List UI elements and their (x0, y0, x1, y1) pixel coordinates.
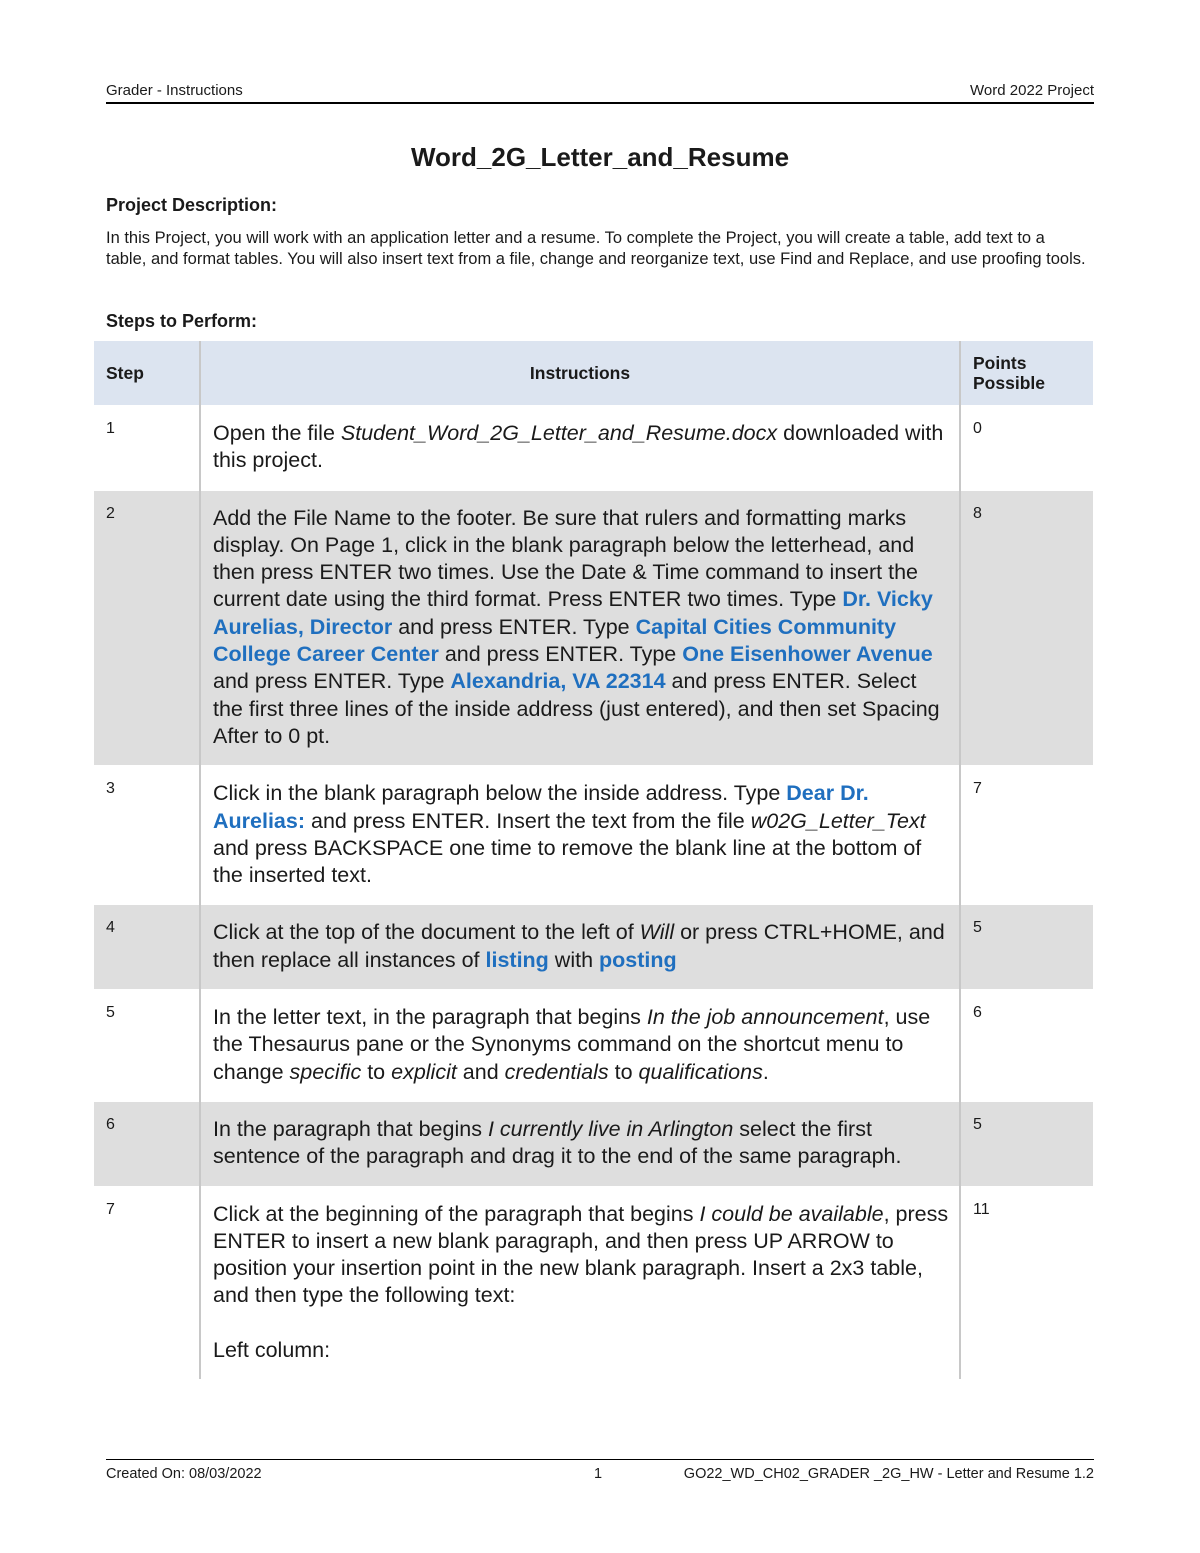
steps-table (94, 341, 1093, 1379)
instruction-text: Open the file (213, 421, 341, 445)
instruction-text: Click at the beginning of the paragraph that begins (213, 1201, 700, 1226)
page-footer (106, 1459, 1094, 1486)
italic-text: explicit (391, 1059, 457, 1084)
step-instructions (200, 905, 960, 990)
step-instructions (200, 490, 960, 766)
table-row (94, 490, 1093, 766)
points-possible: 6 (960, 990, 1093, 1102)
table-row (94, 766, 1093, 905)
step-number: 2 (94, 490, 200, 766)
steps-table-body (94, 406, 1093, 1380)
table-row (94, 990, 1093, 1102)
paragraph-gap (213, 1310, 949, 1337)
step-number: 6 (94, 1101, 200, 1186)
points-possible: 11 (960, 1186, 1093, 1379)
header-points-possible: Points Possible (960, 341, 1093, 406)
italic-text: Student_Word_2G_Letter_and_Resume.docx (340, 421, 778, 445)
instruction-text: and press BACKSPACE one time to remove the blank line at the bottom of the inserted text. (213, 835, 922, 888)
instruction-text: Click at the top of the document to the left of (213, 920, 640, 945)
document-title: Word_2G_Letter_and_Resume (410, 142, 790, 172)
instruction-text: downloaded with this project. (213, 421, 944, 473)
instruction-text: and press ENTER. Select the first three lines of the inside address (just entered), and then set Spacing After to 0 pt. (213, 669, 940, 748)
points-possible: 5 (960, 1101, 1093, 1186)
italic-text: specific (289, 1059, 362, 1084)
instruction-text: or press CTRL+HOME, and then replace all instances of (213, 920, 945, 972)
instruction-text: and (456, 1059, 505, 1084)
italic-text: w02G_Letter_Text (750, 808, 926, 833)
instruction-text: with (548, 947, 599, 972)
step-instructions (200, 1186, 960, 1379)
header-instructions: Instructions (200, 341, 960, 406)
table-header-row (94, 341, 1093, 406)
instruction-text: to (361, 1059, 392, 1084)
points-possible: 5 (960, 905, 1093, 990)
table-row (94, 1101, 1093, 1186)
typed-text: Dear Dr. Aurelias: (213, 781, 869, 833)
typed-text: Dr. Vicky Aurelias, Director (213, 587, 933, 639)
step-instructions (200, 1101, 960, 1186)
instruction-text: . (762, 1059, 769, 1084)
table-row (94, 905, 1093, 990)
step-number: 4 (94, 905, 200, 990)
instruction-text: select the first sentence of the paragraph and drag it to the end of the same paragraph. (213, 1116, 902, 1169)
points-possible: 0 (960, 406, 1093, 491)
instruction-text: , use the Thesaurus pane or the Synonyms command on the shortcut menu to change (213, 1005, 931, 1084)
step-number: 7 (94, 1186, 200, 1379)
points-possible: 8 (960, 490, 1093, 766)
typed-text: listing (485, 947, 549, 972)
instruction-text: to (608, 1059, 639, 1084)
italic-text: I could be available (699, 1201, 884, 1226)
italic-text: In the job announcement (646, 1005, 884, 1030)
table-row (94, 406, 1093, 491)
project-description-label: Project Description: (106, 195, 278, 215)
instruction-text: Left column: (213, 1337, 331, 1362)
steps-label: Steps to Perform: (106, 311, 258, 331)
footer-page-number: 1 (594, 1466, 603, 1482)
step-number: 5 (94, 990, 200, 1102)
italic-text: Will (639, 920, 675, 945)
typed-text: One Eisenhower Avenue (682, 642, 933, 667)
header-right-text: Word 2022 Project (970, 82, 1094, 99)
page-header (106, 82, 1094, 104)
instruction-text: and press ENTER. Insert the text from the file (305, 808, 751, 833)
instruction-text: Click in the blank paragraph below the inside address. Type (213, 781, 787, 806)
points-possible: 7 (960, 766, 1093, 905)
header-step: Step (94, 341, 200, 406)
step-instructions (200, 766, 960, 905)
table-row (94, 1186, 1093, 1379)
instruction-text: and press ENTER. Type (438, 642, 683, 667)
instruction-text: and press ENTER. Type (392, 614, 636, 639)
italic-text: qualifications (638, 1059, 763, 1084)
instruction-text: and press ENTER. Type (213, 669, 451, 694)
instruction-text: Add the File Name to the footer. Be sure that rulers and formatting marks display. On Page 1, click in the blank paragraph below the letterhead, and then press ENTER two times. Use the Date & Time command to insert the current date using the third format. Press ENTER two times. Type (213, 505, 918, 612)
typed-text: Capital Cities Community College Career Center (213, 614, 897, 667)
instruction-text: In the paragraph that begins (213, 1116, 488, 1141)
step-number: 3 (94, 766, 200, 905)
instruction-text: , press ENTER to insert a new blank paragraph, and then press UP ARROW to position your insertion point in the new blank paragraph. Insert a 2x3 table, and then type the following text: (213, 1201, 949, 1308)
instruction-text: In the letter text, in the paragraph that begins (213, 1005, 647, 1030)
step-instructions (200, 406, 960, 491)
footer-created-date: Created On: 08/03/2022 (106, 1466, 262, 1482)
step-instructions (200, 990, 960, 1102)
typed-text: Alexandria, VA 22314 (450, 669, 666, 694)
italic-text: I currently live in Arlington (487, 1116, 734, 1141)
step-number: 1 (94, 406, 200, 491)
typed-text: posting (599, 947, 677, 972)
project-description-text: In this Project, you will work with an application letter and a resume. To complete the Project, you will create a table, add text to a table, and format tables. You will also insert text from a file, change and reorganize text, use Find and Replace, and use proofing tools. (106, 229, 1086, 268)
italic-text: credentials (504, 1059, 609, 1084)
header-left-text: Grader - Instructions (106, 82, 243, 99)
footer-document-id: GO22_WD_CH02_GRADER _2G_HW - Letter and Resume 1.2 (683, 1466, 1094, 1482)
